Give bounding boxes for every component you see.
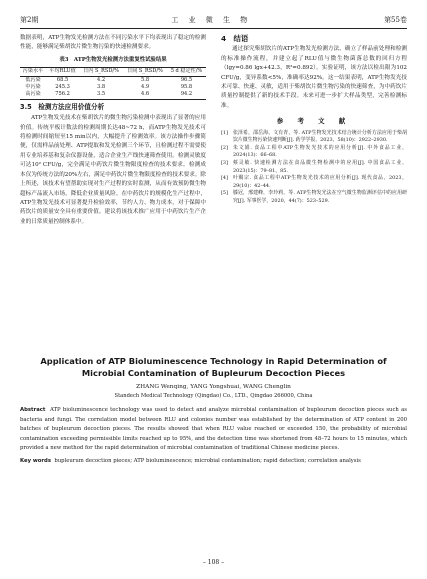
english-authors: ZHANG Wenqing, YANG Yongshuai, WANG Chenglin	[136, 384, 291, 390]
section-heading-3-5: 3.5 检测方法应用价值分析	[20, 102, 105, 111]
reference-text: 朱文娟. 食品工程中ATP生物发光技术的应用分析[J]. 中外食品工业，2024(13)：66–68.	[233, 144, 407, 159]
reference-text: 蔡灵敏. 快速检测方法在食品微生物检测中的应用[J]. 中国食品工业，2023(15)：79–81，85.	[233, 160, 407, 174]
table-caption: 表3 ATP生物发光检测方法重复性试验结果	[59, 56, 167, 63]
reference-text: 滕冠，邢建峰，李玲莉，等. ATP生物发光法在空气微生物监测评估中的应用研究[J]. 军事医学，2020，44(7)：523–529.	[233, 190, 407, 204]
table-cell: 4.9	[140, 84, 150, 91]
running-header	[20, 14, 407, 26]
reference-item	[221, 130, 407, 145]
reference-number: [4]	[221, 175, 228, 182]
reference-item	[221, 160, 407, 175]
repeatability-table	[20, 67, 206, 100]
paragraph-continued: 数据表明，ATP生物发光检测方法在不同污染水平下均表现出了稳定的检测性能，能够满足柴胡饮片微生物污染的快速检测要求。	[20, 35, 206, 51]
table-cell: 95.8	[180, 84, 193, 91]
english-abstract	[20, 406, 407, 454]
table-cell: 3.5	[79, 91, 123, 99]
english-abstract-block	[20, 355, 407, 467]
keywords-text: bupleurum decoction pieces; ATP bioluminescence; microbial contamination; rapid detection; correlation analysis	[54, 457, 361, 464]
reference-text: 张泽希，邵岳海，文有青，等. ATP生物发光技术结合统计分析方法应用于柴胡饮片微生物污染快速判断[J]. 药学学报，2023，58(10)：2922–2930.	[233, 129, 407, 144]
page-number: – 108 –	[202, 559, 225, 566]
table-cell: 94.2	[167, 91, 206, 99]
english-keywords	[20, 457, 407, 467]
references-heading: 参 考 文 献	[276, 117, 352, 126]
table-cell: 3.8	[97, 84, 106, 91]
table-header-cell: 5 d 稳定性/%	[167, 68, 206, 76]
table-header-cell: 平均RLU值	[46, 68, 79, 76]
table-header-cell: 日间 S_RSD/%	[123, 68, 167, 76]
journal-name: 工 业 微 生 物	[171, 16, 252, 24]
section-heading-conclusion: 4 结语	[221, 34, 249, 43]
table-header-cell: 日内 S_RSD/%	[79, 68, 123, 76]
paragraph-conclusion: 通过探究柴胡饮片的ATP生物发光检测方法，确立了样品前处理和检测的标准操作流程，并建立起了RLU值与微生物菌落总数的回归方程（lgy=0.86 lgx+42.3，R²=0.892）。实验证明，该方法以检出限为102 CFU/g，变异系数<5%，准确率达92%。这一结果表明，ATP生物发光技术可靠、快速、灵敏，适用于柴胡饮片微生物污染的快速筛查，为中药饮片质量控制提供了新的技术手段。未来可进一步扩大样品类型，完善检测标准。	[221, 46, 407, 109]
issue-number: 第2期	[20, 16, 39, 24]
table-cell: 4.6	[123, 91, 167, 99]
table-cell: 756.2	[46, 91, 79, 99]
table-cell: 5.8	[140, 76, 150, 83]
volume-number: 第55卷	[384, 16, 407, 24]
reference-number: [5]	[221, 190, 228, 197]
english-title: Application of ATP Bioluminescence Technology in Rapid Determination of Microbial Contamination of Bupleurum Decoction Pieces	[40, 356, 387, 378]
reference-item	[221, 145, 407, 160]
reference-item	[221, 175, 407, 190]
abstract-label: Abstract	[20, 407, 46, 413]
table-cell: 中污染	[25, 84, 41, 91]
reference-number: [2]	[221, 144, 228, 151]
table-cell: 4.2	[97, 76, 106, 83]
keywords-label: Key words	[20, 457, 51, 464]
table-row	[20, 91, 206, 99]
abstract-text: ATP bioluminescence technology was used to detect and analyze microbial contamination of bupleurum decoction pieces such as bacteria and fungi. The correlation model between RLU and colonies number was established by the determination of ATP content in 200 batches of bupleurum decoction pieces. The results showed that when RLU value reached or exceeded 150, the probability of microbial contamination exceeding permissible limits reached up to 95%, and the detection time was shortened from 48–72 hours to 15 minutes, which provided a new method for the rapid determination of microbial contamination of traditional Chinese medicine pieces.	[20, 407, 407, 452]
reference-number: [3]	[221, 160, 228, 167]
table-row	[20, 84, 206, 91]
header-rule	[20, 28, 407, 29]
reference-text: 叶赐宗. 食品工程中ATP生物发光技术的应用分析[J]. 现代食品，2023，29(10)：42–44.	[233, 175, 407, 189]
right-column	[221, 34, 407, 206]
table-cell: 低污染	[25, 76, 41, 83]
reference-number: [1]	[221, 129, 228, 136]
left-column	[20, 34, 206, 227]
reference-item	[221, 190, 407, 205]
table-cell: 96.5	[180, 76, 193, 83]
paragraph-application-value: ATP生物发光技术在柴胡饮片的微生物污染检测中表现出了显著的应用价值。传统平板计数法的检测周期长达48~72 h，而ATP生物发光技术可将检测时间缩短至15 min以内，大幅提升了检测效率。该方法操作步骤简便，仅需样品前处理、ATP提取和发光检测三个环节，且检测过程不需要使用专业培养基和复杂仪器设备，适合企业生产线快速筛查使用。检测灵敏度可达10² CFU/g，完全满足中药饮片微生物限度检查的技术要求。检测成本仅为传统方法的20%左右，满足中药饮片微生物限度检查的技术要求。除上所述，该技术有望帮助实现对生产过程的实时监测，从而有效预防微生物超标产品流入市场，降低企业质量风险。在中药饮片的规模化生产过程中，ATP生物发光技术可显著提升检验效率，节约人力、物力成本，对于保障中药饮片的质量安全具有重要价值。建议将该技术推广应用于中药饮片生产企业的日常质量控制体系中。	[20, 115, 206, 225]
table-row	[20, 76, 206, 84]
table-cell: 高污染	[20, 91, 46, 99]
english-affiliation: Standech Medical Technology (Qingdao) Co., LTD., Qingdao 266000, China	[114, 393, 313, 399]
table-header-cell: 污染水平	[20, 68, 46, 76]
table-cell: 68.5	[56, 76, 69, 83]
table-cell: 245.3	[55, 84, 70, 91]
